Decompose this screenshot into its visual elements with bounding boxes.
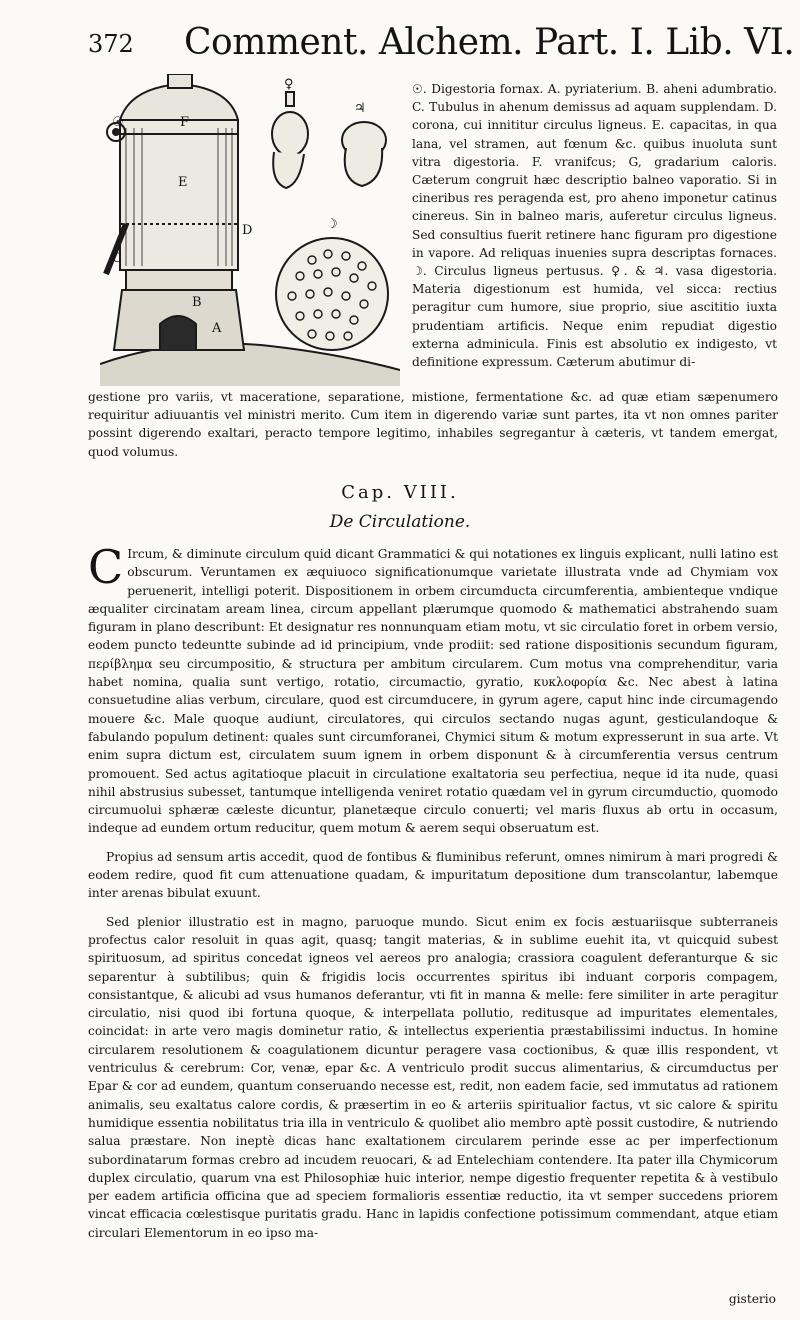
chapter-body <box>88 540 778 1250</box>
label-F: F <box>180 115 190 130</box>
page-number: 372 <box>88 30 134 58</box>
running-title: Comment. Alchem. Part. I. Lib. VI. <box>184 22 795 63</box>
label-E: E <box>178 175 188 190</box>
digestion-furnace-woodcut <box>100 74 400 386</box>
label-A: A <box>212 321 222 336</box>
chapter-subtitle: De Circulatione. <box>329 512 471 532</box>
paragraph-1-text: Ircum, & diminute circulum quid dicant Grammatici & qui notationes ex linguis explicant, nulli latino est obscurum. Veruntamen ex æquiuoco significationumque varietate illustrata vnde ad Chymiam vox peruenerit, intelligi poterit. Dispositionem in orbem circumducta circumferentia, ambienteque vndique æqualiter circinatam aream linea, circum appellant plærumque quomodo & mathematici abstrahendo suam figuram in plano describunt: Et designatur res nonnunquam etiam motu, vt sic circulatio foret in orbem versio, eodem puncto tedeuntte subinde ad id principium, vnde prodiit: sed ratione dispositionis secundum figuram, περίβλημα seu circumpositio, & structura per ambitum circularem. Cum motus vna comprehenditur, varia habet nomina, qualia sunt vertigo, rotatio, circumactio, gyratio, κυκλοφορία &c. Nec abest à latina consuetudine alias verbum, circulare, quod est circumducere, in gyrum agere, caput hinc inde circumagendo mouere &c. Male quoque audiunt, circulatores, qui circulos sectando nugas agunt, gesticulandoque & fabulando populum detinent: quales sunt circumforanei, Chymici situm & motum expresserunt in sua arte. Vt enim supra dictum est, circulatem suum ignem in orbem disponunt & à circumferentia versus centrum promouent. Sed actus agitatioque placuit in circulatione exaltatoria seu perfectiua, neque id ita nude, quasi nihil abstrusius subesset, tantumque intelligenda veniret rotatio quædam vel in gyrum circumductio, quomodo circumuolui sphæræ cæleste dicuntur, planetæque circulo conuerti; vel maris fluxus ab ortu in occasum, indeque ad eundem ortum reducitur, quem motum & aerem sequi obseruatum est. <box>88 547 778 836</box>
label-moon-symbol: ☽ <box>326 217 338 232</box>
label-venus-symbol: ♀ <box>284 77 294 92</box>
label-sun-symbol: ☉ <box>112 115 124 130</box>
paragraph-2: Propius ad sensum artis accedit, quod de fontibus & fluminibus referunt, omnes nimirum à mari progredi & eodem redire, quod fit cum attenuatione quadam, & impuritatum depositione dum transcolantur, labemque inter arenas bibulat exuunt. <box>88 849 778 901</box>
drop-cap-initial: C <box>88 540 124 594</box>
page-header <box>88 16 795 66</box>
paragraph-3: Sed plenior illustratio est in magno, paruoque mundo. Sicut enim ex focis æstuariisque subterraneis profectus calor resoluit in quas agit, quasq; tangit materias, & in sublime euehit ita, vt quicquid subest spirituosum, ad spiritus concedat igneos vel aereos pro analogia; crassiora coagulent deferanturque & sic separentur à subtilibus; quin & frigidis locis occurrentes spiritus ibi induant corporis compagem, consistantque, & alicubi ad vsus humanos deferantur, vti fit in manna & melle: fere similiter in arte peragitur circulatio, nisi quod ibi fortuna quoque, & interpellata pollutio, reditusque ad impuritates elementales, coincidat: in arte vero magis dominetur ratio, & intellectus experientia præstabilissimi inductus. In homine circularem resolutionem & coagulationem dicuntur peragere vasa coctionibus, & quæ illis respondent, vt ventriculus & cerebrum: Cor, venæ, epar &c. A ventriculo prodit succus alimentarius, & circumductus per Epar & cor ad eundem, quantum conseruando necesse est, redit, non eadem facie, sed immutatus ad rationem animalis, seu exaltatus calore cordis, & præsertim in eo & arteriis spiritualior factus, vt sic calore & spiritu humidique essentia nobilitatus tria illa in ventriculo & quolibet alio membro aptè possit custodire, & nutriendo salua præstare. Non ineptè dicas hanc exaltationem circularem perinde esse ac per imperfectionum subordinatarum formas crebro ad incudem reuocari, & ad Entelechiam contendere. Ita pater illa Chymicorum duplex circulatio, quarum vna est Philosophiæ huic interior, nempe digestio frequenter repetita & à vestibulo per eadem artificia officina que ad speciem formalioris essentiæ reductio, ita vt semper succedens priorem vincat efficacia cœlestisque puritatis gradu. Hanc in lapidis confectione potissimum commendant, atque etiam circulari Elementorum in eo ipso ma- <box>88 914 778 1240</box>
paragraph-1 <box>88 540 778 838</box>
label-C: C <box>112 251 122 266</box>
label-jupiter-symbol: ♃ <box>354 101 366 116</box>
catchword: gisterio <box>728 1292 776 1306</box>
label-B: B <box>192 295 202 310</box>
chapter-title: Cap. VIII. <box>341 482 459 503</box>
label-D: D <box>242 223 253 238</box>
figure-caption: ☉. Digestoria fornax. A. pyriaterium. B. aheni adumbratio. C. Tubulus in ahenum demissus ad aquam supplendam. D. corona, cui innititur circulus ligneus. E. capacitas, in qua lana, vel stramen, aut fœnum &c. quibus inuoluta sunt vitra digestoria. F. vranifcus; G, gradarium caloris. Cæterum congruit hæc descriptio balneo vaporatio. Si in cineribus res peragenda est, pro aheno imponetur catinus cinereus. Sin in balneo maris, auferetur circulus ligneus. Sed consultius fuerit retinere hanc figuram pro digestione in vapore. Ad reliquas inuenies supra descriptas fornaces. ☽. Circulus ligneus pertusus. ♀. & ♃. vasa digestoria. Materia digestionum est humida, vel sicca: rectius peragitur cum humore, siue proprio, siue ascititio iuxta prudentiam artificis. Neque enim repudiat digestio externa adminicula. Finis est absolutio ex indigesto, vt definitione expressum. Cæterum abutimur di- <box>412 82 777 370</box>
figure-caption-continuation: gestione pro variis, vt maceratione, separatione, mistione, fermentatione &c. ad quæ etiam sæpenumero requiritur adiuuantis vel ministri merito. Cum item in digerendo variæ sunt partes, ita vt non omnes pariter possint digerendo exaltari, peracto tempore legitimo, inhabiles segregantur à cæteris, vt tandem emergat, quod volumus. <box>88 390 778 459</box>
